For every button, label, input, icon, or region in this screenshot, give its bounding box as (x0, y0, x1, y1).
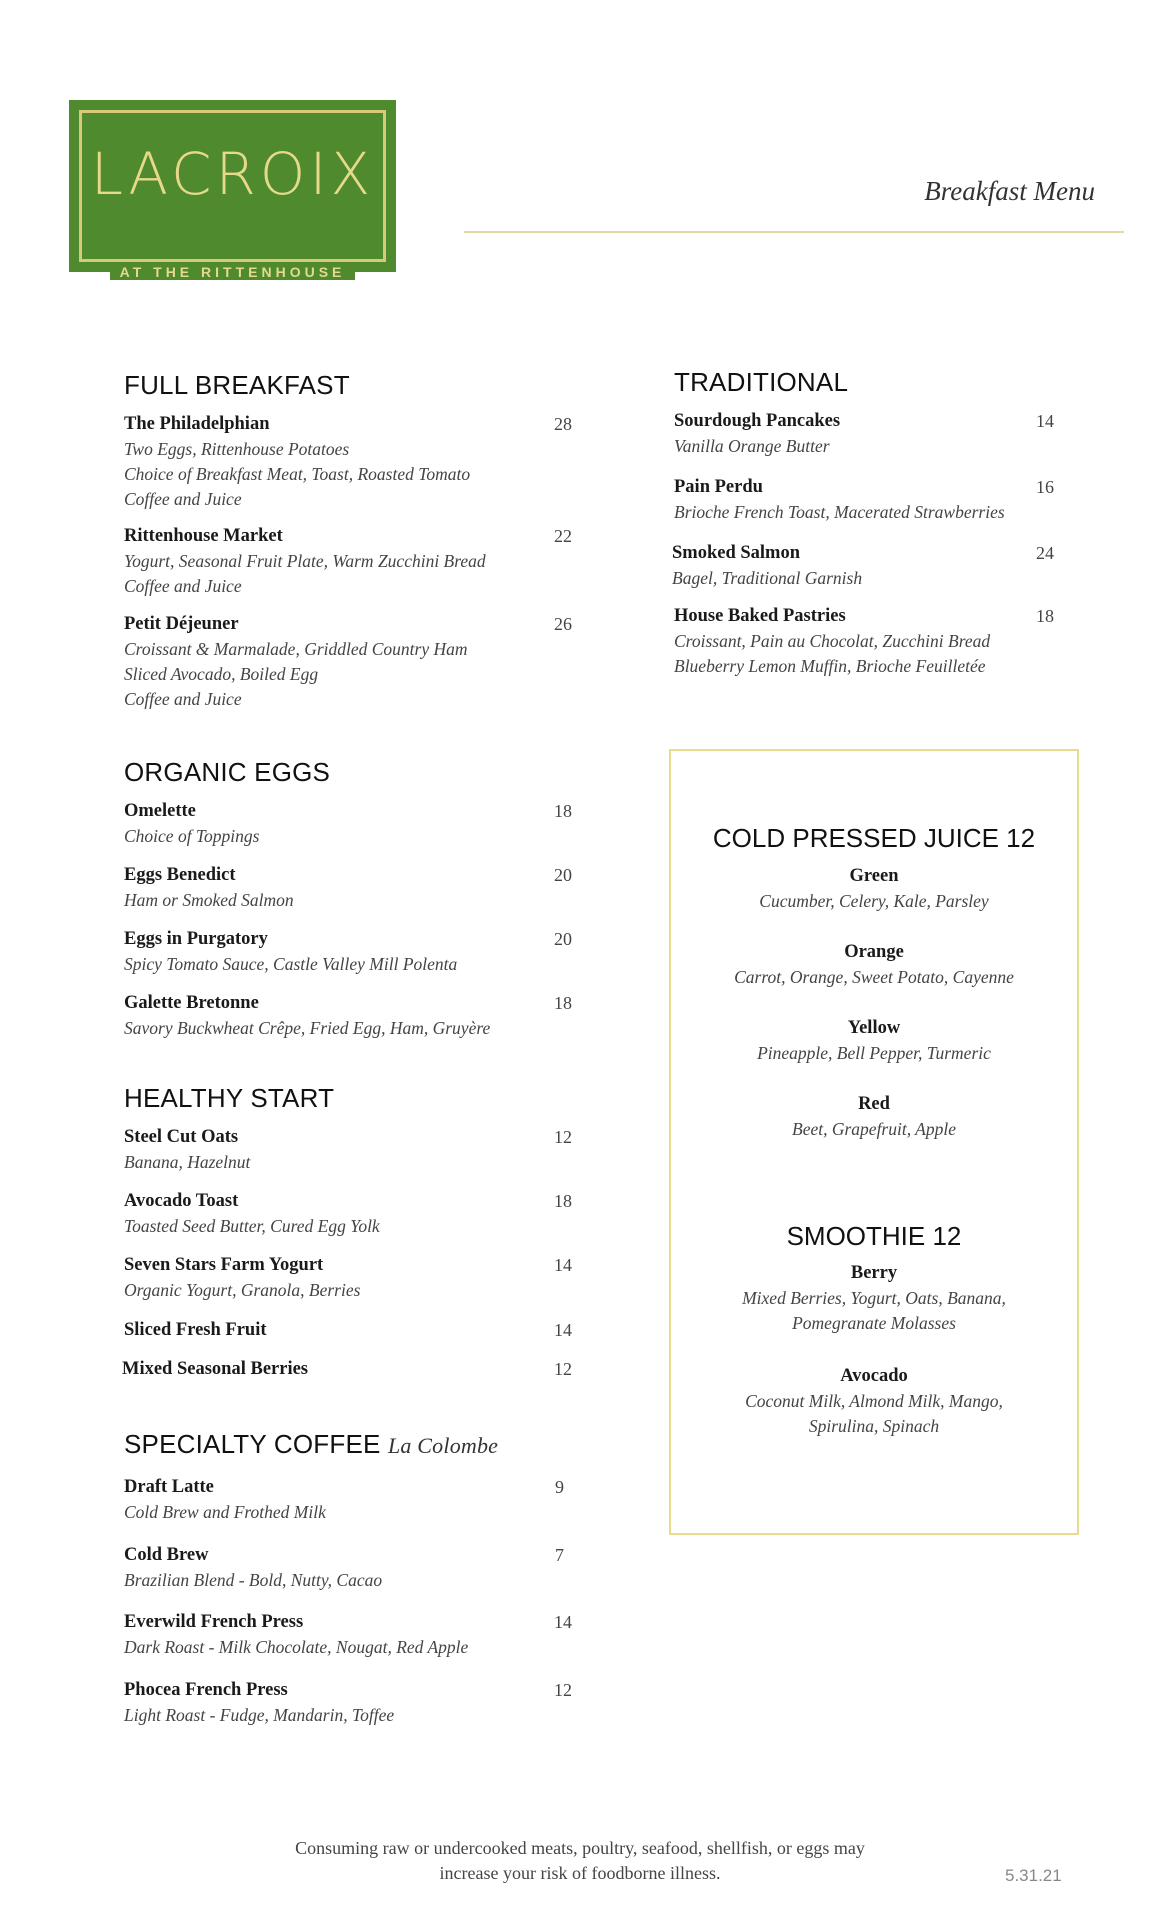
item-description: Beet, Grapefruit, Apple (792, 1119, 956, 1139)
menu-item (124, 1318, 572, 1343)
item-name: Seven Stars Farm Yogurt (124, 1255, 324, 1275)
item-description: Dark Roast - Milk Chocolate, Nougat, Red Apple (124, 1637, 469, 1657)
item-name: House Baked Pastries (674, 606, 846, 626)
item-name: Sliced Fresh Fruit (124, 1320, 267, 1340)
menu-item (674, 409, 1054, 459)
section-subtitle: La Colombe (387, 1433, 499, 1458)
item-description: Pineapple, Bell Pepper, Turmeric (757, 1043, 991, 1063)
menu-title: Breakfast Menu (924, 176, 1095, 206)
item-price: 18 (554, 1191, 572, 1211)
item-name: Steel Cut Oats (124, 1127, 239, 1147)
item-price: 28 (554, 414, 572, 434)
item-price: 18 (1036, 606, 1054, 626)
menu-item (124, 1610, 572, 1660)
juice-item (671, 940, 1077, 990)
item-description: Sliced Avocado, Boiled Egg (124, 664, 319, 684)
item-name: Cold Brew (124, 1545, 209, 1565)
juice-smoothie-box (669, 749, 1079, 1535)
menu-item (124, 612, 572, 712)
item-name: Berry (850, 1263, 898, 1283)
item-description: Choice of Breakfast Meat, Toast, Roasted Tomato (124, 464, 471, 484)
item-description: Savory Buckwheat Crêpe, Fried Egg, Ham, Gruyère (124, 1018, 491, 1038)
item-price: 24 (1036, 543, 1054, 563)
juice-item (671, 864, 1077, 914)
item-price: 16 (1036, 477, 1054, 497)
item-description: Yogurt, Seasonal Fruit Plate, Warm Zucchini Bread (124, 551, 486, 571)
item-description: Banana, Hazelnut (124, 1152, 251, 1172)
item-name: Orange (844, 942, 904, 962)
menu-item (124, 927, 572, 977)
item-description: Mixed Berries, Yogurt, Oats, Banana, (742, 1288, 1006, 1308)
menu-item (124, 412, 572, 512)
item-price: 14 (554, 1255, 572, 1275)
item-price: 20 (554, 865, 572, 885)
logo-name: LACROIX (90, 140, 375, 208)
menu-item (124, 991, 572, 1041)
restaurant-logo (69, 100, 396, 280)
menu-item (124, 1253, 572, 1303)
item-description: Blueberry Lemon Muffin, Brioche Feuilletée (674, 656, 986, 676)
item-price: 14 (1036, 411, 1054, 431)
food-safety-disclaimer (260, 1836, 900, 1886)
item-price: 18 (554, 801, 572, 821)
menu-item (124, 1125, 572, 1175)
item-price: 7 (555, 1545, 564, 1565)
item-description: Croissant, Pain au Chocolat, Zucchini Bread (674, 631, 991, 651)
menu-date: 5.31.21 (1005, 1866, 1062, 1885)
item-price: 20 (554, 929, 572, 949)
item-description: Brazilian Blend - Bold, Nutty, Cacao (124, 1570, 383, 1590)
item-name: Rittenhouse Market (124, 526, 283, 546)
item-description: Choice of Toppings (124, 826, 260, 846)
item-description: Spirulina, Spinach (808, 1416, 940, 1436)
logo-subtitle: AT THE RITTENHOUSE (69, 254, 396, 270)
section-traditional-title: TRADITIONAL (674, 367, 849, 397)
item-description: Croissant & Marmalade, Griddled Country Ham (124, 639, 468, 659)
item-description: Vanilla Orange Butter (674, 436, 830, 456)
smoothie-item (671, 1261, 1077, 1336)
item-name: Sourdough Pancakes (674, 411, 841, 431)
section-smoothie-title: SMOOTHIE 12 (786, 1221, 962, 1251)
item-price: 18 (554, 993, 572, 1013)
item-description: Cold Brew and Frothed Milk (124, 1502, 326, 1522)
item-price: 12 (554, 1359, 572, 1379)
item-name: Phocea French Press (124, 1680, 288, 1700)
item-name: Everwild French Press (124, 1612, 304, 1632)
section-healthy-start-title: HEALTHY START (124, 1083, 335, 1113)
smoothie-item (671, 1364, 1077, 1439)
item-description: Cucumber, Celery, Kale, Parsley (759, 891, 989, 911)
item-name: Avocado Toast (124, 1191, 239, 1211)
item-price: 12 (554, 1127, 572, 1147)
item-name: Avocado (840, 1366, 908, 1386)
menu-item (122, 1357, 572, 1382)
menu-item (124, 1475, 572, 1525)
section-specialty-coffee-title: SPECIALTY COFFEE La Colombe (124, 1429, 499, 1459)
menu-item (674, 475, 1054, 525)
item-description: Pomegranate Molasses (792, 1313, 956, 1333)
item-name: Yellow (847, 1018, 901, 1038)
disclaimer-line: increase your risk of foodborne illness. (439, 1863, 721, 1883)
section-cold-pressed-juice-title: COLD PRESSED JUICE 12 (712, 823, 1036, 853)
item-description: Coffee and Juice (124, 489, 242, 509)
item-description: Brioche French Toast, Macerated Strawberries (674, 502, 1005, 522)
item-description: Carrot, Orange, Sweet Potato, Cayenne (734, 967, 1014, 987)
item-price: 14 (554, 1612, 572, 1632)
menu-item (124, 1543, 572, 1593)
item-name: Pain Perdu (674, 477, 763, 497)
item-name: Red (858, 1094, 890, 1114)
item-price: 22 (554, 526, 572, 546)
item-name: Draft Latte (124, 1477, 214, 1497)
item-description: Coffee and Juice (124, 576, 242, 596)
item-name: Petit Déjeuner (124, 614, 239, 634)
menu-item (124, 524, 572, 599)
section-full-breakfast-title: FULL BREAKFAST (124, 370, 350, 400)
item-description: Light Roast - Fudge, Mandarin, Toffee (124, 1705, 395, 1725)
juice-item (671, 1016, 1077, 1066)
disclaimer-line: Consuming raw or undercooked meats, poultry, seafood, shellfish, or eggs may (295, 1838, 865, 1858)
item-description: Coconut Milk, Almond Milk, Mango, (745, 1391, 1003, 1411)
item-name: Smoked Salmon (672, 543, 800, 563)
menu-item (124, 1678, 572, 1728)
item-description: Toasted Seed Butter, Cured Egg Yolk (124, 1216, 380, 1236)
menu-item (672, 541, 1054, 591)
item-description: Spicy Tomato Sauce, Castle Valley Mill Polenta (124, 954, 458, 974)
item-description: Coffee and Juice (124, 689, 242, 709)
item-description: Organic Yogurt, Granola, Berries (124, 1280, 361, 1300)
item-name: Eggs in Purgatory (124, 929, 268, 949)
item-price: 14 (554, 1320, 572, 1340)
item-name: The Philadelphian (124, 414, 270, 434)
menu-item (124, 1189, 572, 1239)
item-price: 9 (555, 1477, 564, 1497)
menu-item (124, 799, 572, 849)
menu-item (124, 863, 572, 913)
section-organic-eggs-title: ORGANIC EGGS (124, 757, 331, 787)
item-name: Mixed Seasonal Berries (122, 1359, 309, 1379)
item-description: Bagel, Traditional Garnish (672, 568, 863, 588)
item-name: Green (849, 866, 899, 886)
item-price: 12 (554, 1680, 572, 1700)
item-name: Galette Bretonne (124, 993, 259, 1013)
item-description: Ham or Smoked Salmon (124, 890, 294, 910)
item-description: Two Eggs, Rittenhouse Potatoes (124, 439, 350, 459)
menu-item (674, 604, 1054, 679)
juice-item (671, 1092, 1077, 1142)
item-price: 26 (554, 614, 572, 634)
title-divider (464, 231, 1124, 233)
item-name: Eggs Benedict (124, 865, 236, 885)
item-name: Omelette (124, 801, 196, 821)
